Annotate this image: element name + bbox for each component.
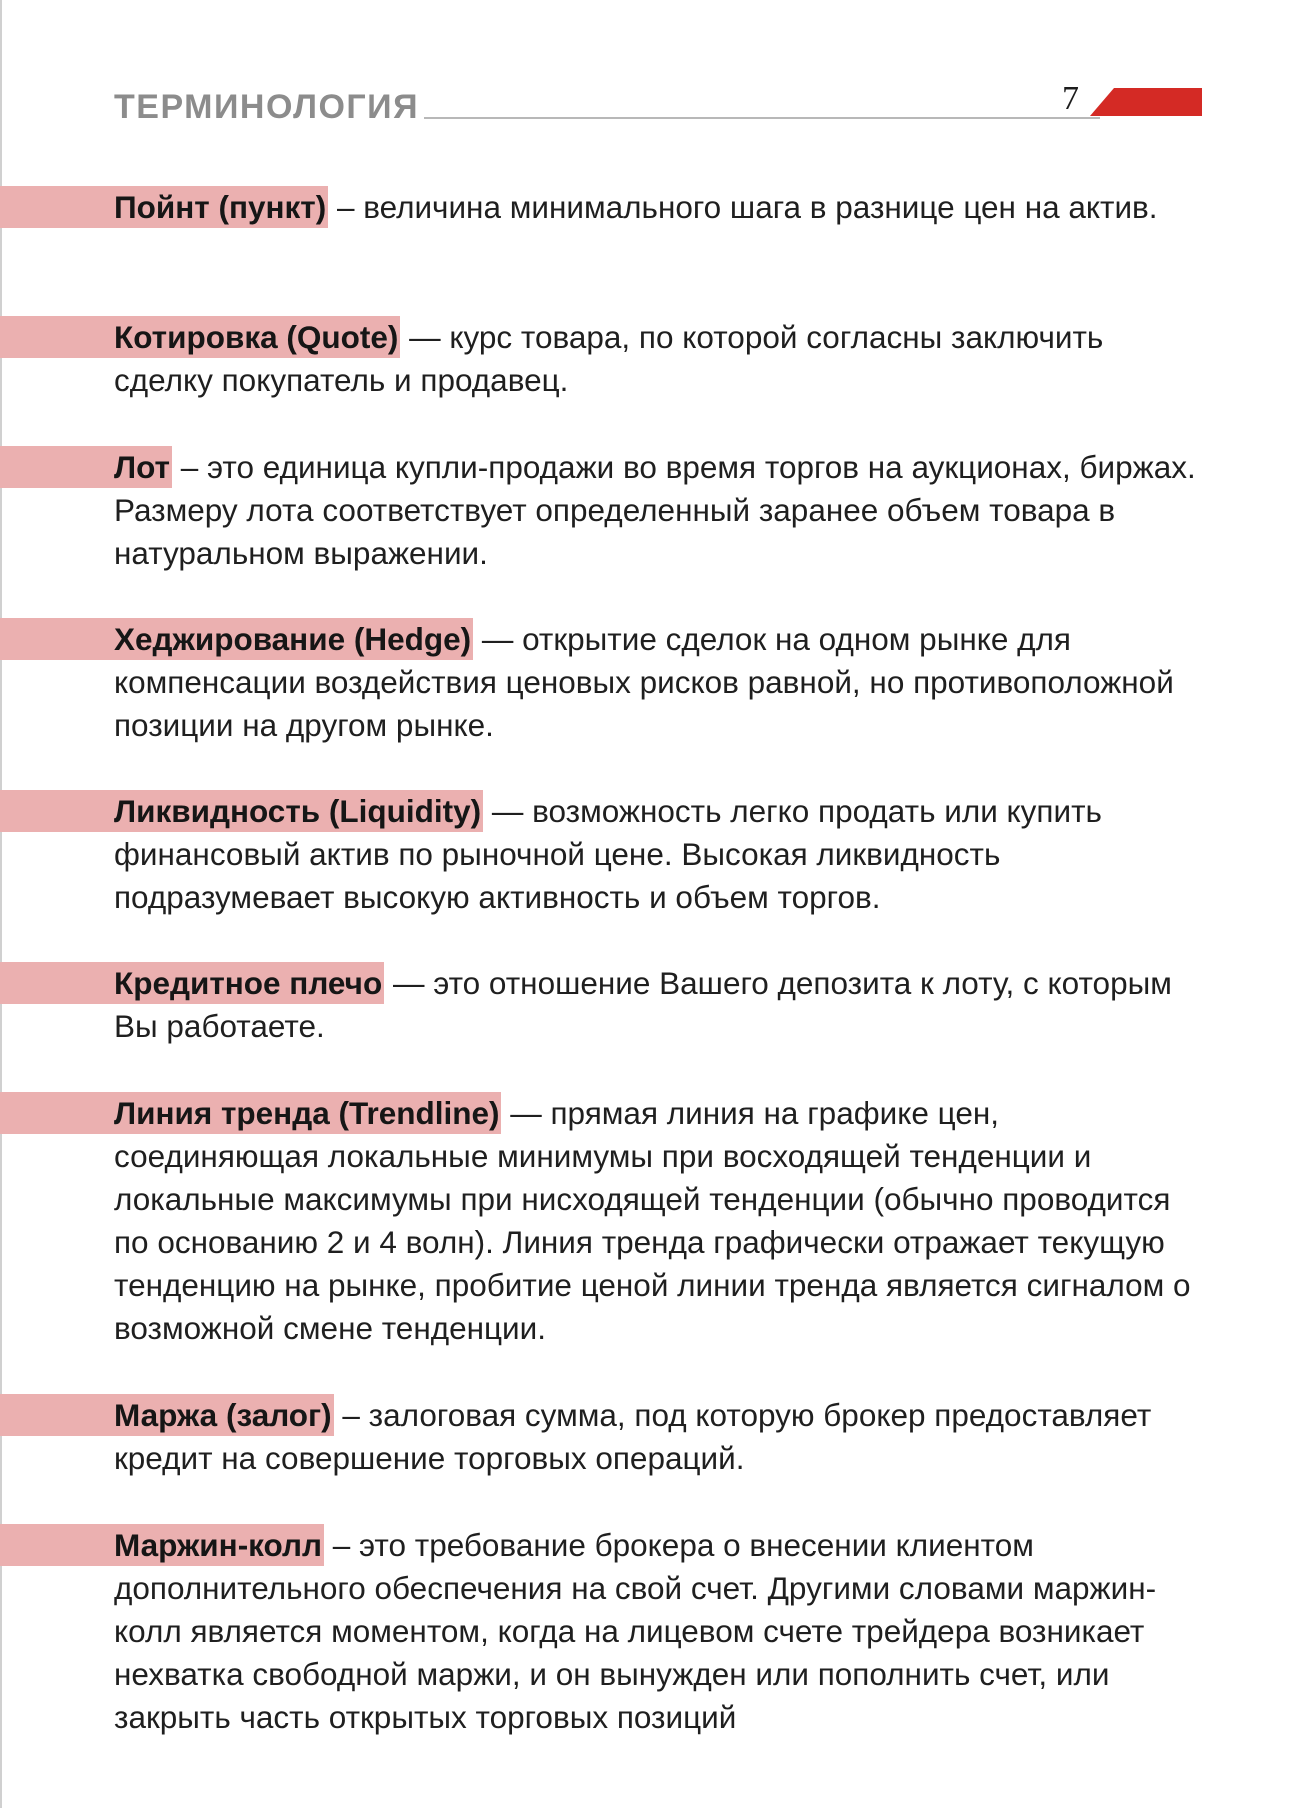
term-entry-trendline (0, 1092, 1310, 1350)
term-entry-quote (0, 316, 1310, 402)
term-name: Маржа (залог) (0, 1394, 334, 1436)
term-definition: — курс товара, по которой согласны заключить сделку покупатель и продавец. (114, 319, 1104, 398)
term-definition: — возможность легко продать или купить финансовый актив по рыночной цене. Высокая ликвидность подразумевает высокую активность и объем торгов. (114, 793, 1102, 915)
term-name: Котировка (Quote) (0, 316, 400, 358)
term-definition: – это единица купли-продажи во время торгов на аукционах, биржах. Размеру лота соответствует определенный заранее объем товара в натуральном выражении. (114, 449, 1196, 571)
term-entry-leverage (0, 962, 1310, 1048)
term-definition: — это отношение Вашего депозита к лоту, с которым Вы работаете. (114, 965, 1172, 1044)
term-entry-lot (0, 446, 1310, 575)
term-name: Хеджирование (Hedge) (0, 618, 473, 660)
page-number: 7 (1062, 80, 1079, 117)
page-header (0, 0, 1310, 140)
term-entry-point (0, 186, 1310, 229)
term-name: Ликвидность (Liquidity) (0, 790, 483, 832)
page-number-red-flag-icon (1090, 88, 1202, 116)
header-rule (424, 117, 1100, 119)
term-entry-liquidity (0, 790, 1310, 919)
term-name: Лот (0, 446, 172, 488)
term-definition: — открытие сделок на одном рынке для компенсации воздействия ценовых рисков равной, но противоположной позиции на другом рынке. (114, 621, 1174, 743)
term-entry-margin (0, 1394, 1310, 1480)
term-definition: – залоговая сумма, под которую брокер предоставляет кредит на совершение торговых операций. (114, 1397, 1152, 1476)
section-title: ТЕРМИНОЛОГИЯ (114, 88, 420, 126)
term-entry-margin-call (0, 1524, 1310, 1739)
term-entry-hedge (0, 618, 1310, 747)
term-name: Линия тренда (Trendline) (0, 1092, 501, 1134)
term-definition: – величина минимального шага в разнице цен на актив. (328, 189, 1158, 225)
term-name: Пойнт (пункт) (0, 186, 328, 228)
term-name: Кредитное плечо (0, 962, 384, 1004)
term-name: Маржин-колл (0, 1524, 324, 1566)
term-definition: — прямая линия на графике цен, соединяющая локальные минимумы при восходящей тенденции и локальные максимумы при нисходящей тенденции (обычно проводится по основанию 2 и 4 волн). Линия тренда графически отражает текущую тенденцию на рынке, пробитие ценой линии тренда является сигналом о возможной смене тенденции. (114, 1095, 1191, 1346)
term-definition: – это требование брокера о внесении клиентом дополнительного обеспечения на свой счет. Другими словами маржин-колл является моментом, когда на лицевом счете трейдера возникает нехватка свободной маржи, и он вынужден или пополнить счет, или закрыть часть открытых торговых позиций (114, 1527, 1157, 1735)
